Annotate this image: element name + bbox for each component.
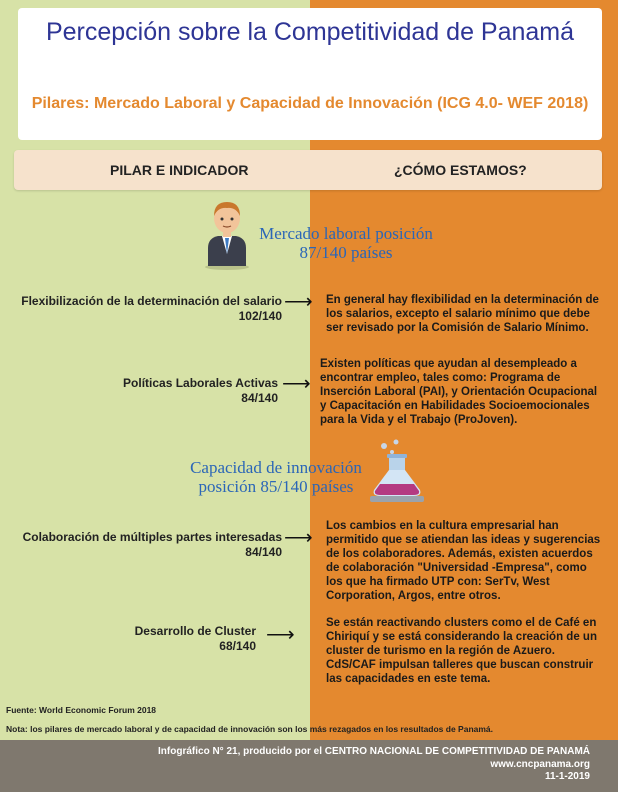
indicator-name: Colaboración de múltiples partes interesadas — [22, 530, 282, 544]
indicator-cluster — [10, 624, 256, 654]
column-header-band — [14, 150, 602, 190]
flask-icon — [364, 438, 430, 504]
status-colaboracion: Los cambios en la cultura empresarial han permitido que se atiendan las ideas y sugerencias de los colaboradores. Además, existen acuerdos de colaboración "Universidad -Empresa", como los que ha firmado UTP con: SerTv, West Corporation, Argos, entre otros. — [326, 520, 601, 602]
indicator-colaboracion — [10, 530, 282, 560]
header-como-estamos: ¿CÓMO ESTAMOS? — [394, 162, 527, 178]
status-cluster: Se están reactivando clusters como el de Café en Chiriquí y se está considerando la creación de un cluster de turismo en la región de Azuero. CdS/CAF impulsan talleres que buscan construir las capacidades en este tema. — [326, 617, 597, 685]
page-subtitle: Pilares: Mercado Laboral y Capacidad de Innovación (ICG 4.0- WEF 2018) — [31, 95, 589, 112]
footer-website: www.cncpanama.org — [490, 759, 590, 770]
arrow-icon: ⟶ — [282, 373, 311, 395]
footer-bar — [0, 740, 618, 792]
footnote: Nota: los pilares de mercado laboral y de capacidad de innovación son los más rezagados en los resultados de Panamá. — [6, 724, 494, 734]
indicator-score: 84/140 — [245, 545, 282, 559]
indicator-score: 68/140 — [219, 639, 256, 653]
footer-credit: Infográfico N° 21, producido por el CENTRO NACIONAL DE COMPETITIVIDAD DE PANAMÁ — [158, 746, 590, 757]
indicator-politicas-laborales — [10, 376, 278, 406]
footer-date: 11-1-2019 — [544, 771, 590, 782]
indicator-score: 102/140 — [238, 309, 282, 323]
source-note: Fuente: World Economic Forum 2018 — [6, 705, 157, 715]
header-pilar: PILAR E INDICADOR — [110, 162, 249, 178]
indicator-name: Desarrollo de Cluster — [134, 624, 256, 638]
arrow-icon: ⟶ — [266, 624, 295, 646]
status-politicas-laborales: Existen políticas que ayudan al desempleado a encontrar empleo, tales como: Programa de Inserción Laboral (PAI), y Orientación Ocupacional y Capacitación en Habilidades Socioemocionales para la Vida y el Trabajo (ProJoven). — [320, 358, 598, 426]
section-mercado-laboral-title — [246, 224, 446, 262]
section-title-line: posición 85/140 países — [198, 477, 354, 496]
indicator-score: 84/140 — [241, 391, 278, 405]
indicator-name: Flexibilización de la determinación del salario — [21, 294, 282, 308]
arrow-icon: ⟶ — [284, 527, 313, 549]
arrow-icon: ⟶ — [284, 291, 313, 313]
section-title-line: Mercado laboral posición — [259, 224, 433, 243]
section-title-line: 87/140 países — [299, 243, 393, 262]
indicator-flexibilizacion — [10, 294, 282, 324]
section-innovacion-title — [176, 458, 376, 496]
status-flexibilizacion: En general hay flexibilidad en la determinación de los salarios, excepto el salario mínimo que debe ser revisado por la Comisión de Salario Mínimo. — [326, 294, 599, 334]
title-box — [18, 8, 602, 140]
section-title-line: Capacidad de innovación — [190, 458, 362, 477]
indicator-name: Políticas Laborales Activas — [123, 376, 278, 390]
page-title: Percepción sobre la Competitividad de Panamá — [45, 18, 575, 46]
